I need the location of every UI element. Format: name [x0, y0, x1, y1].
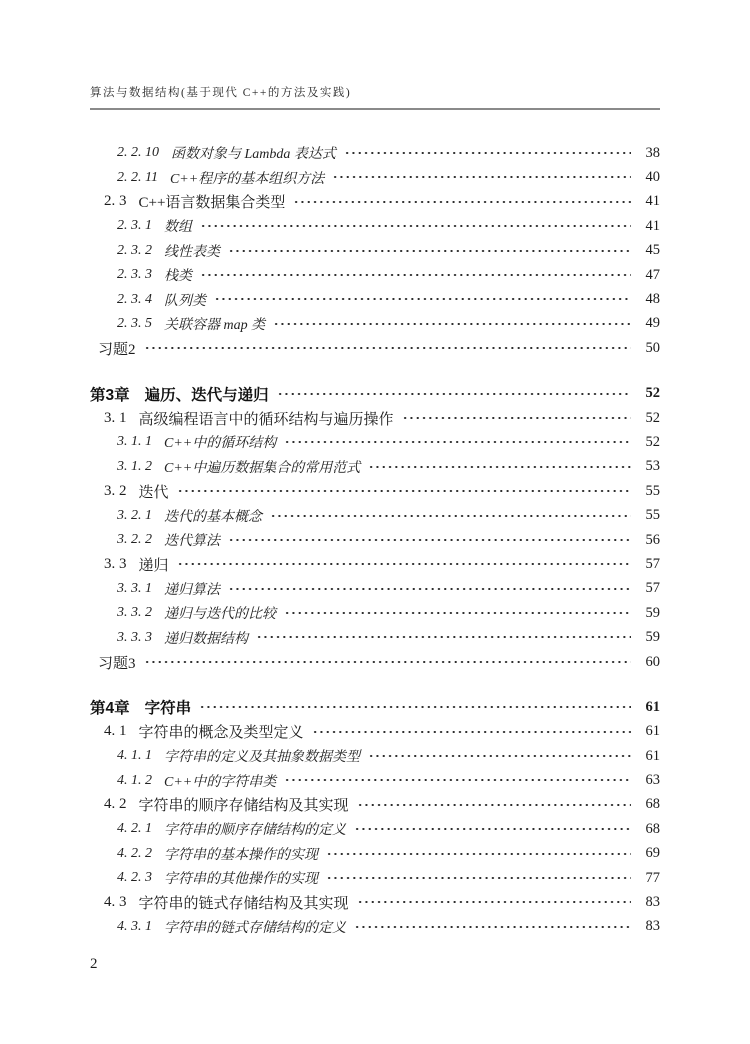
toc-entry	[90, 577, 660, 601]
toc-entry-page: 52	[645, 385, 660, 402]
toc-entry-number: 3. 3	[104, 555, 127, 572]
toc-entry-title: C++中的字符串类	[164, 774, 277, 790]
toc-entry-title: 关联容器 map 类	[164, 317, 266, 333]
dot-leader	[284, 435, 631, 449]
toc-entry-page: 38	[645, 144, 660, 161]
toc-entry-page: 52	[645, 409, 660, 426]
running-header: 算法与数据结构(基于现代 C++的方法及实践)	[90, 87, 352, 99]
toc-entry-page: 61	[645, 723, 660, 740]
toc-entry	[90, 817, 660, 841]
toc-entry-number: 4. 2. 3	[117, 870, 152, 886]
dot-leader	[354, 920, 631, 934]
dot-leader	[144, 655, 631, 670]
toc-entry	[90, 720, 660, 744]
toc-entry-page: 41	[645, 217, 660, 234]
toc-entry-page: 68	[645, 820, 660, 837]
toc-entry	[90, 552, 660, 576]
toc-entry	[90, 190, 660, 214]
dot-leader	[284, 774, 631, 788]
toc-entry-page: 83	[645, 918, 660, 935]
toc-entry	[90, 528, 660, 552]
toc-entry	[90, 214, 660, 238]
toc-entry-number: 3. 1. 2	[117, 458, 152, 474]
toc-entry	[90, 141, 660, 165]
toc-entry-title: 递归算法	[164, 582, 220, 598]
toc-entry-number: 4. 2. 1	[117, 821, 152, 837]
table-of-contents	[90, 141, 660, 939]
toc-entry-page: 47	[645, 266, 660, 283]
toc-entry-page: 83	[645, 894, 660, 911]
dot-leader	[228, 244, 631, 258]
toc-entry-title: 习题3	[98, 655, 136, 672]
dot-leader	[368, 749, 631, 763]
toc-entry-page: 45	[645, 242, 660, 259]
toc-entry-number: 4. 2	[104, 796, 127, 813]
dot-leader	[256, 631, 631, 645]
dot-leader	[326, 871, 631, 885]
toc-entry	[90, 455, 660, 479]
toc-entry-page: 77	[645, 869, 660, 886]
toc-entry-number: 2. 3. 4	[117, 291, 152, 307]
toc-entry-title: 函数对象与 Lambda 表达式	[171, 147, 336, 163]
toc-entry-page: 60	[645, 653, 660, 670]
toc-entry	[90, 744, 660, 768]
toc-entry-number: 3. 3. 2	[117, 605, 152, 621]
toc-entry-number: 3. 3. 3	[117, 629, 152, 645]
toc-entry	[90, 406, 660, 430]
toc-entry	[90, 312, 660, 336]
toc-entry-title: 递归数据结构	[164, 631, 248, 647]
toc-entry	[90, 625, 660, 649]
toc-entry-title: 线性表类	[164, 244, 220, 260]
dot-leader	[228, 533, 631, 547]
toc-entry-title: 字符串的其他操作的实现	[164, 872, 318, 888]
dot-leader	[277, 386, 631, 402]
toc-entry-title: 字符串的顺序存储结构及其实现	[138, 798, 349, 815]
dot-leader	[293, 194, 631, 209]
dot-leader	[357, 797, 631, 812]
toc-entry-page: 69	[645, 845, 660, 862]
toc-entry-number: 4. 1. 2	[117, 772, 152, 788]
toc-entry-page: 56	[645, 531, 660, 548]
toc-entry	[90, 866, 660, 890]
toc-entry-page: 41	[645, 193, 660, 210]
toc-entry	[90, 382, 660, 406]
toc-entry-title: C++中遍历数据集合的常用范式	[164, 460, 361, 476]
toc-entry	[90, 479, 660, 503]
toc-entry	[90, 695, 660, 719]
dot-leader	[354, 822, 631, 836]
toc-entry-page: 52	[645, 433, 660, 450]
dot-leader	[200, 268, 631, 282]
toc-entry-title: 迭代算法	[164, 534, 220, 550]
toc-entry-page: 61	[645, 747, 660, 764]
toc-entry	[90, 842, 660, 866]
toc-entry-number: 2. 2. 10	[117, 145, 159, 161]
toc-entry-number: 4. 1. 1	[117, 748, 152, 764]
toc-entry-title: 栈类	[164, 269, 192, 285]
toc-entry-title: 字符串的定义及其抽象数据类型	[164, 750, 360, 766]
toc-entry-number: 2. 3. 1	[117, 218, 152, 234]
toc-entry-number: 2. 3	[104, 193, 127, 210]
toc-entry-page: 68	[645, 796, 660, 813]
toc-entry-title: 字符串的链式存储结构及其实现	[138, 896, 349, 913]
toc-entry-page: 59	[645, 604, 660, 621]
dot-leader	[200, 219, 631, 233]
toc-entry-number: 3. 1. 1	[117, 434, 152, 450]
toc-entry	[90, 239, 660, 263]
toc-entry-number: 3. 2. 1	[117, 507, 152, 523]
toc-entry-title: 迭代	[138, 484, 169, 501]
toc-entry-title: 高级编程语言中的循环结构与遍历操作	[138, 411, 394, 428]
dot-leader	[284, 606, 631, 620]
toc-entry	[90, 503, 660, 527]
dot-leader	[270, 509, 631, 523]
toc-entry-title: 迭代的基本概念	[164, 509, 262, 525]
toc-entry-title: 数组	[164, 220, 192, 236]
toc-entry-title: 字符串	[144, 700, 192, 718]
dot-leader	[332, 171, 631, 185]
toc-entry-page: 49	[645, 315, 660, 332]
toc-entry-page: 40	[645, 169, 660, 186]
toc-entry-title: 字符串的概念及类型定义	[138, 725, 304, 742]
toc-entry-title: 习题2	[98, 341, 136, 358]
toc-entry-title: 字符串的顺序存储结构的定义	[164, 823, 346, 839]
toc-entry-page: 55	[645, 507, 660, 524]
toc-entry-title: 递归与迭代的比较	[164, 607, 276, 623]
toc-entry	[90, 890, 660, 914]
dot-leader	[144, 341, 631, 356]
toc-entry-title: 递归	[138, 557, 169, 574]
toc-entry-page: 61	[645, 698, 660, 715]
dot-leader	[228, 582, 631, 596]
toc-entry-title: 队列类	[164, 293, 206, 309]
dot-leader	[402, 411, 631, 426]
header-rule	[90, 108, 660, 110]
dot-leader	[344, 146, 631, 160]
toc-entry-number: 4. 2. 2	[117, 845, 152, 861]
toc-entry	[90, 601, 660, 625]
toc-entry-number: 4. 1	[104, 723, 127, 740]
toc-entry-number: 3. 2	[104, 482, 127, 499]
page-number: 2	[90, 956, 98, 972]
toc-entry-number: 4. 3. 1	[117, 918, 152, 934]
dot-leader	[177, 484, 631, 499]
toc-entry-number: 2. 3. 3	[117, 267, 152, 283]
toc-entry-page: 57	[645, 580, 660, 597]
toc-entry-number: 2. 3. 2	[117, 242, 152, 258]
dot-leader	[312, 724, 631, 739]
toc-entry-title: C++程序的基本组织方法	[169, 171, 325, 187]
dot-leader	[199, 700, 631, 716]
toc-entry-title: C++中的循环结构	[164, 436, 277, 452]
toc-entry-number: 3. 1	[104, 409, 127, 426]
dot-leader	[214, 293, 631, 307]
toc-entry-number: 3. 3. 1	[117, 580, 152, 596]
toc-entry-page: 57	[645, 555, 660, 572]
toc-entry-title: 遍历、迭代与递归	[144, 386, 269, 404]
toc-entry-title: 字符串的链式存储结构的定义	[164, 920, 346, 936]
toc-entry-title: C++语言数据集合类型	[138, 195, 286, 212]
toc-entry-page: 48	[645, 291, 660, 308]
toc-entry-page: 55	[645, 482, 660, 499]
dot-leader	[357, 895, 631, 910]
toc-entry	[90, 336, 660, 360]
dot-leader	[368, 460, 631, 474]
toc-entry	[90, 768, 660, 792]
toc-entry-page: 59	[645, 629, 660, 646]
toc-entry-number: 2. 2. 11	[117, 169, 158, 185]
toc-entry-number: 2. 3. 5	[117, 315, 152, 331]
toc-entry	[90, 793, 660, 817]
toc-entry	[90, 430, 660, 454]
dot-leader	[177, 557, 631, 572]
toc-entry	[90, 263, 660, 287]
toc-entry-number: 3. 2. 2	[117, 532, 152, 548]
toc-entry-number: 第3章	[90, 386, 130, 404]
toc-entry	[90, 287, 660, 311]
toc-entry-page: 50	[645, 339, 660, 356]
dot-leader	[326, 847, 631, 861]
toc-entry-title: 字符串的基本操作的实现	[164, 847, 318, 863]
toc-entry	[90, 650, 660, 674]
toc-entry	[90, 915, 660, 939]
toc-entry-page: 53	[645, 458, 660, 475]
toc-entry-number: 4. 3	[104, 894, 127, 911]
dot-leader	[273, 317, 631, 331]
toc-entry-number: 第4章	[90, 700, 130, 718]
toc-entry-page: 63	[645, 772, 660, 789]
toc-entry	[90, 165, 660, 189]
